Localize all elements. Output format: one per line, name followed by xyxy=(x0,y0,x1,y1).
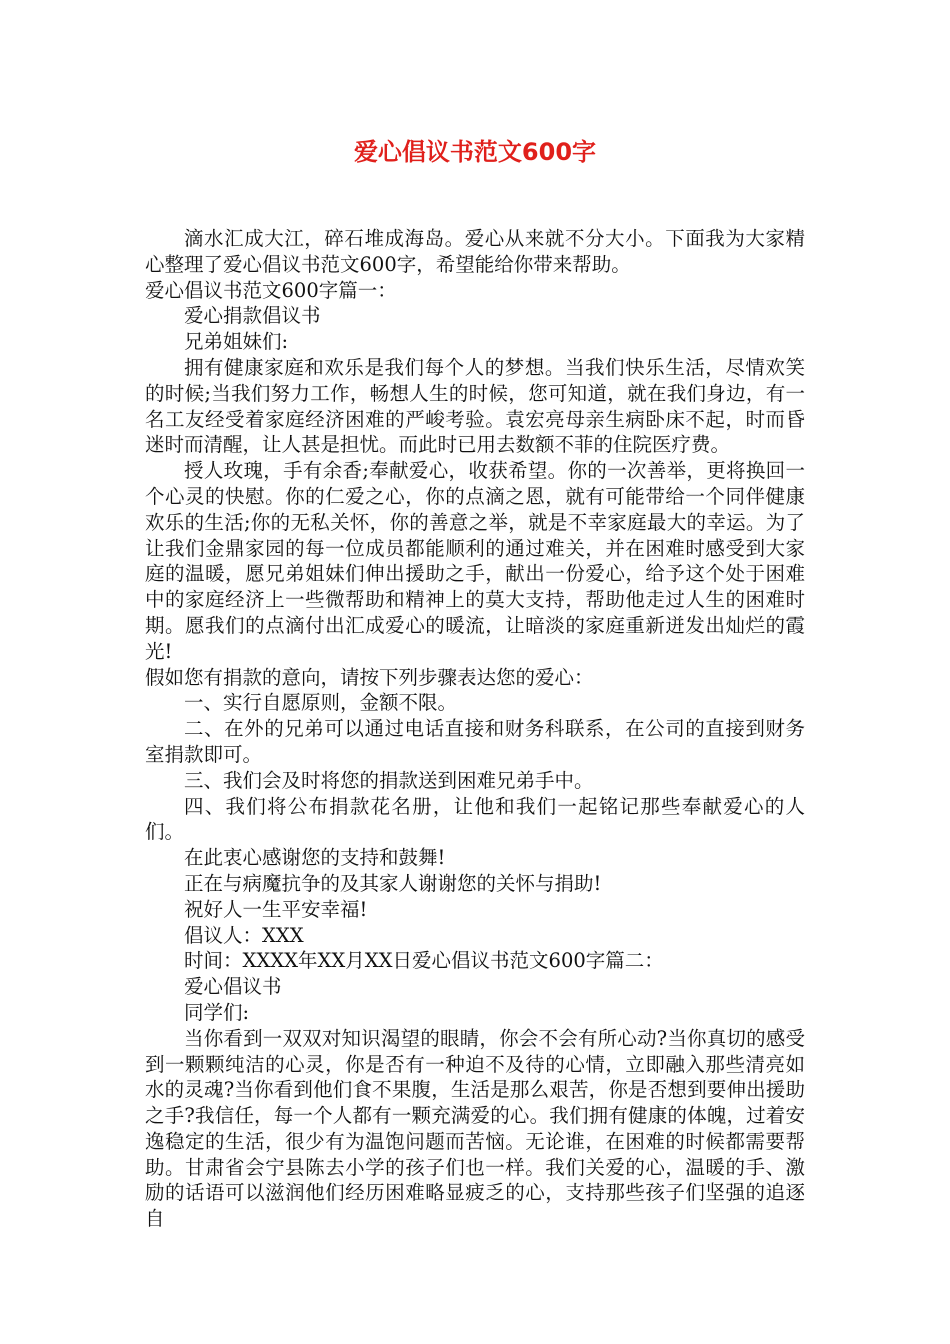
paragraph: 祝好人一生平安幸福! xyxy=(184,897,368,921)
paragraph: 爱心捐款倡议书 xyxy=(184,304,321,328)
paragraph: 正在与病魔抗争的及其家人谢谢您的关怀与捐助! xyxy=(184,871,602,895)
paragraph: 一、实行自愿原则，金额不限。 xyxy=(184,691,458,715)
paragraph: 授人玫瑰，手有余香;奉献爱心，收获希望。你的一次善举，更将换回一个心灵的快慰。你的仁爱之心，你的点滴之恩，就有可能带给一个同伴健康欢乐的生活;你的无私关怀，你的善意之举，就是不幸家庭最大的幸运。为了让我们金鼎家园的每一位成员都能顺利的通过难关，并在困难时感受到大家庭的温暖，愿兄弟姐妹们伸出援助之手，献出一份爱心，给予这个处于困难中的家庭经济上一些微帮助和精神上的莫大支持，帮助他走过人生的困难时期。愿我们的点滴付出汇成爱心的暖流，让暗淡的家庭重新迸发出灿烂的霞光! xyxy=(145,459,805,663)
paragraph: 四、我们将公布捐款花名册，让他和我们一起铭记那些奉献爱心的人们。 xyxy=(145,794,805,844)
paragraph: 滴水汇成大江，碎石堆成海岛。爱心从来就不分大小。下面我为大家精心整理了爱心倡议书范文600字，希望能给你带来帮助。 xyxy=(145,227,805,276)
paragraph: 兄弟姐妹们: xyxy=(184,330,289,354)
paragraph: 假如您有捐款的意向，请按下列步骤表达您的爱心： xyxy=(145,665,594,689)
document-title: 爱心倡议书范文600字 xyxy=(353,138,597,166)
document-body xyxy=(145,226,805,1232)
paragraph: 爱心倡议书范文600字篇一： xyxy=(145,278,397,302)
paragraph: 同学们: xyxy=(184,1000,250,1024)
paragraph: 三、我们会及时将您的捐款送到困难兄弟手中。 xyxy=(184,768,594,792)
paragraph: 爱心倡议书 xyxy=(184,975,282,999)
paragraph: 二、在外的兄弟可以通过电话直接和财务科联系，在公司的直接到财务室捐款即可。 xyxy=(145,717,805,766)
paragraph: 拥有健康家庭和欢乐是我们每个人的梦想。当我们快乐生活，尽情欢笑的时候;当我们努力工作，畅想人生的时候，您可知道，就在我们身边，有一名工友经受着家庭经济困难的严峻考验。袁宏亮母亲生病卧床不起，时而昏迷时而清醒，让人甚是担忧。而此时已用去数额不菲的住院医疗费。 xyxy=(145,355,805,457)
paragraph: 在此衷心感谢您的支持和鼓舞! xyxy=(184,846,446,870)
paragraph: 当你看到一双双对知识渴望的眼睛，你会不会有所心动?当你真切的感受到一颗颗纯洁的心灵，你是否有一种迫不及待的心情，立即融入那些清亮如水的灵魂?当你看到他们食不果腹，生活是那么艰苦，你是否想到要伸出援助之手?我信任，每一个人都有一颗充满爱的心。我们拥有健康的体魄，过着安逸稳定的生活，很少有为温饱问题而苦恼。无论谁，在困难的时候都需要帮助。甘肃省会宁县陈去小学的孩子们也一样。我们关爱的心，温暖的手、激励的话语可以滋润他们经历困难略显疲乏的心，支持那些孩子们坚强的追逐自 xyxy=(145,1026,805,1231)
paragraph: 倡议人：XXX xyxy=(184,923,304,947)
paragraph: 时间：XXXX年XX月XX日爱心倡议书范文600字篇二： xyxy=(184,949,664,973)
